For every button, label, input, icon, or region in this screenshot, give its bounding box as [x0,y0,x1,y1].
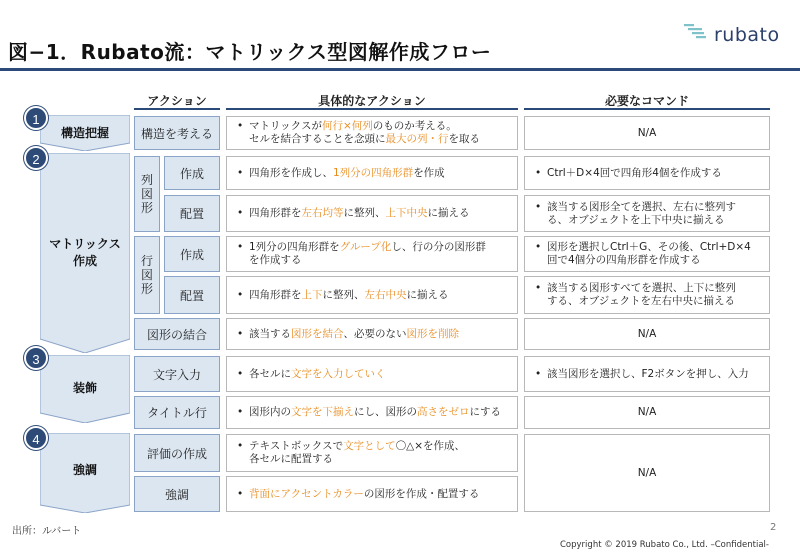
action-column-shape-group: 列 図 形 [134,156,160,232]
action-row-create: 作成 [164,236,220,272]
detail-row-10: • 背面にアクセントカラーの図形を作成・配置する [226,476,518,512]
step-2-label-line2: 作成 [72,254,97,268]
detail-row-1: • マトリックスが何行×何列のものか考える。 セルを結合することを念頭に最大の列・行を取る [226,116,518,150]
command-row-5: • 該当する図形すべてを選択、上下に整列 する、オブジェクトを左右中央に揃える [524,276,770,314]
command-row-2: • Ctrl＋D×4回で四角形4個を作成する [524,156,770,190]
detail-row-9: • テキストボックスで文字として〇△×を作成、 各セルに配置する [226,434,518,472]
source-note: 出所：ルバート [12,526,82,537]
command-row-7: • 該当図形を選択し、F2ボタンを押し、入力 [524,356,770,392]
command-row-6: N/A [524,318,770,350]
step-4-badge: 4 [24,426,48,450]
detail-row-4: • 1列分の四角形群をグループ化し、行の分の図形群 を作成する [226,236,518,272]
header-command-line [524,108,770,110]
command-row-8: N/A [524,396,770,429]
detail-row-2: • 四角形を作成し、1列分の四角形群を作成 [226,156,518,190]
detail-row-5: • 四角形群を上下に整列、左右中央に揃える [226,276,518,314]
action-structure: 構造を考える [134,116,220,150]
header-action-line [134,108,220,110]
header-detail-line [226,108,518,110]
action-merge: 図形の結合 [134,318,220,350]
step-4-label: 強調 [72,463,97,477]
detail-row-7: • 各セルに文字を入力していく [226,356,518,392]
action-eval-create: 評価の作成 [134,434,220,472]
header-detail: 具体的なアクション [318,94,426,108]
action-column-arrange: 配置 [164,195,220,232]
logo-bars-icon [682,20,712,48]
command-row-9-10: N/A [524,434,770,512]
step-2-label-line1: マトリックス [49,237,121,251]
step-2-arrow [40,153,130,353]
page-title: 図−1．Rubato流：マトリックス型図解作成フロー [8,40,492,64]
command-row-3: • 該当する図形全てを選択、左右に整列す る、オブジェクトを上下中央に揃える [524,195,770,232]
step-1-arrow [40,115,130,151]
header-action: アクション [147,94,207,108]
logo-wordmark: rubato [714,24,780,46]
action-column-create: 作成 [164,156,220,190]
command-row-4: • 図形を選択しCtrl＋G、その後、Ctrl+D×4 回で4個分の四角形群を作成する [524,236,770,272]
step-3-label: 装飾 [72,381,97,395]
step-2-badge: 2 [24,146,48,170]
header-command: 必要なコマンド [604,94,689,108]
title-underline [0,68,800,71]
step-1-badge: 1 [24,106,48,130]
command-row-1: N/A [524,116,770,150]
action-row-shape-group: 行 図 形 [134,236,160,314]
step-1-label: 構造把握 [60,126,109,140]
step-4-arrow [40,433,130,513]
detail-row-8: • 図形内の文字を下揃えにし、図形の高さをゼロにする [226,396,518,429]
action-emphasis: 強調 [134,476,220,512]
detail-row-6: • 該当する図形を結合、必要のない図形を削除 [226,318,518,350]
rubato-logo [682,20,792,50]
step-3-badge: 3 [24,346,48,370]
copyright-notice: Copyright © 2019 Rubato Co., Ltd. –Confidential- [560,540,769,550]
step-3-arrow [40,355,130,423]
page-number: 2 [770,522,777,533]
action-row-arrange: 配置 [164,276,220,314]
action-text-input: 文字入力 [134,356,220,392]
action-title-row: タイトル行 [134,396,220,429]
detail-row-3: • 四角形群を左右均等に整列、上下中央に揃える [226,195,518,232]
